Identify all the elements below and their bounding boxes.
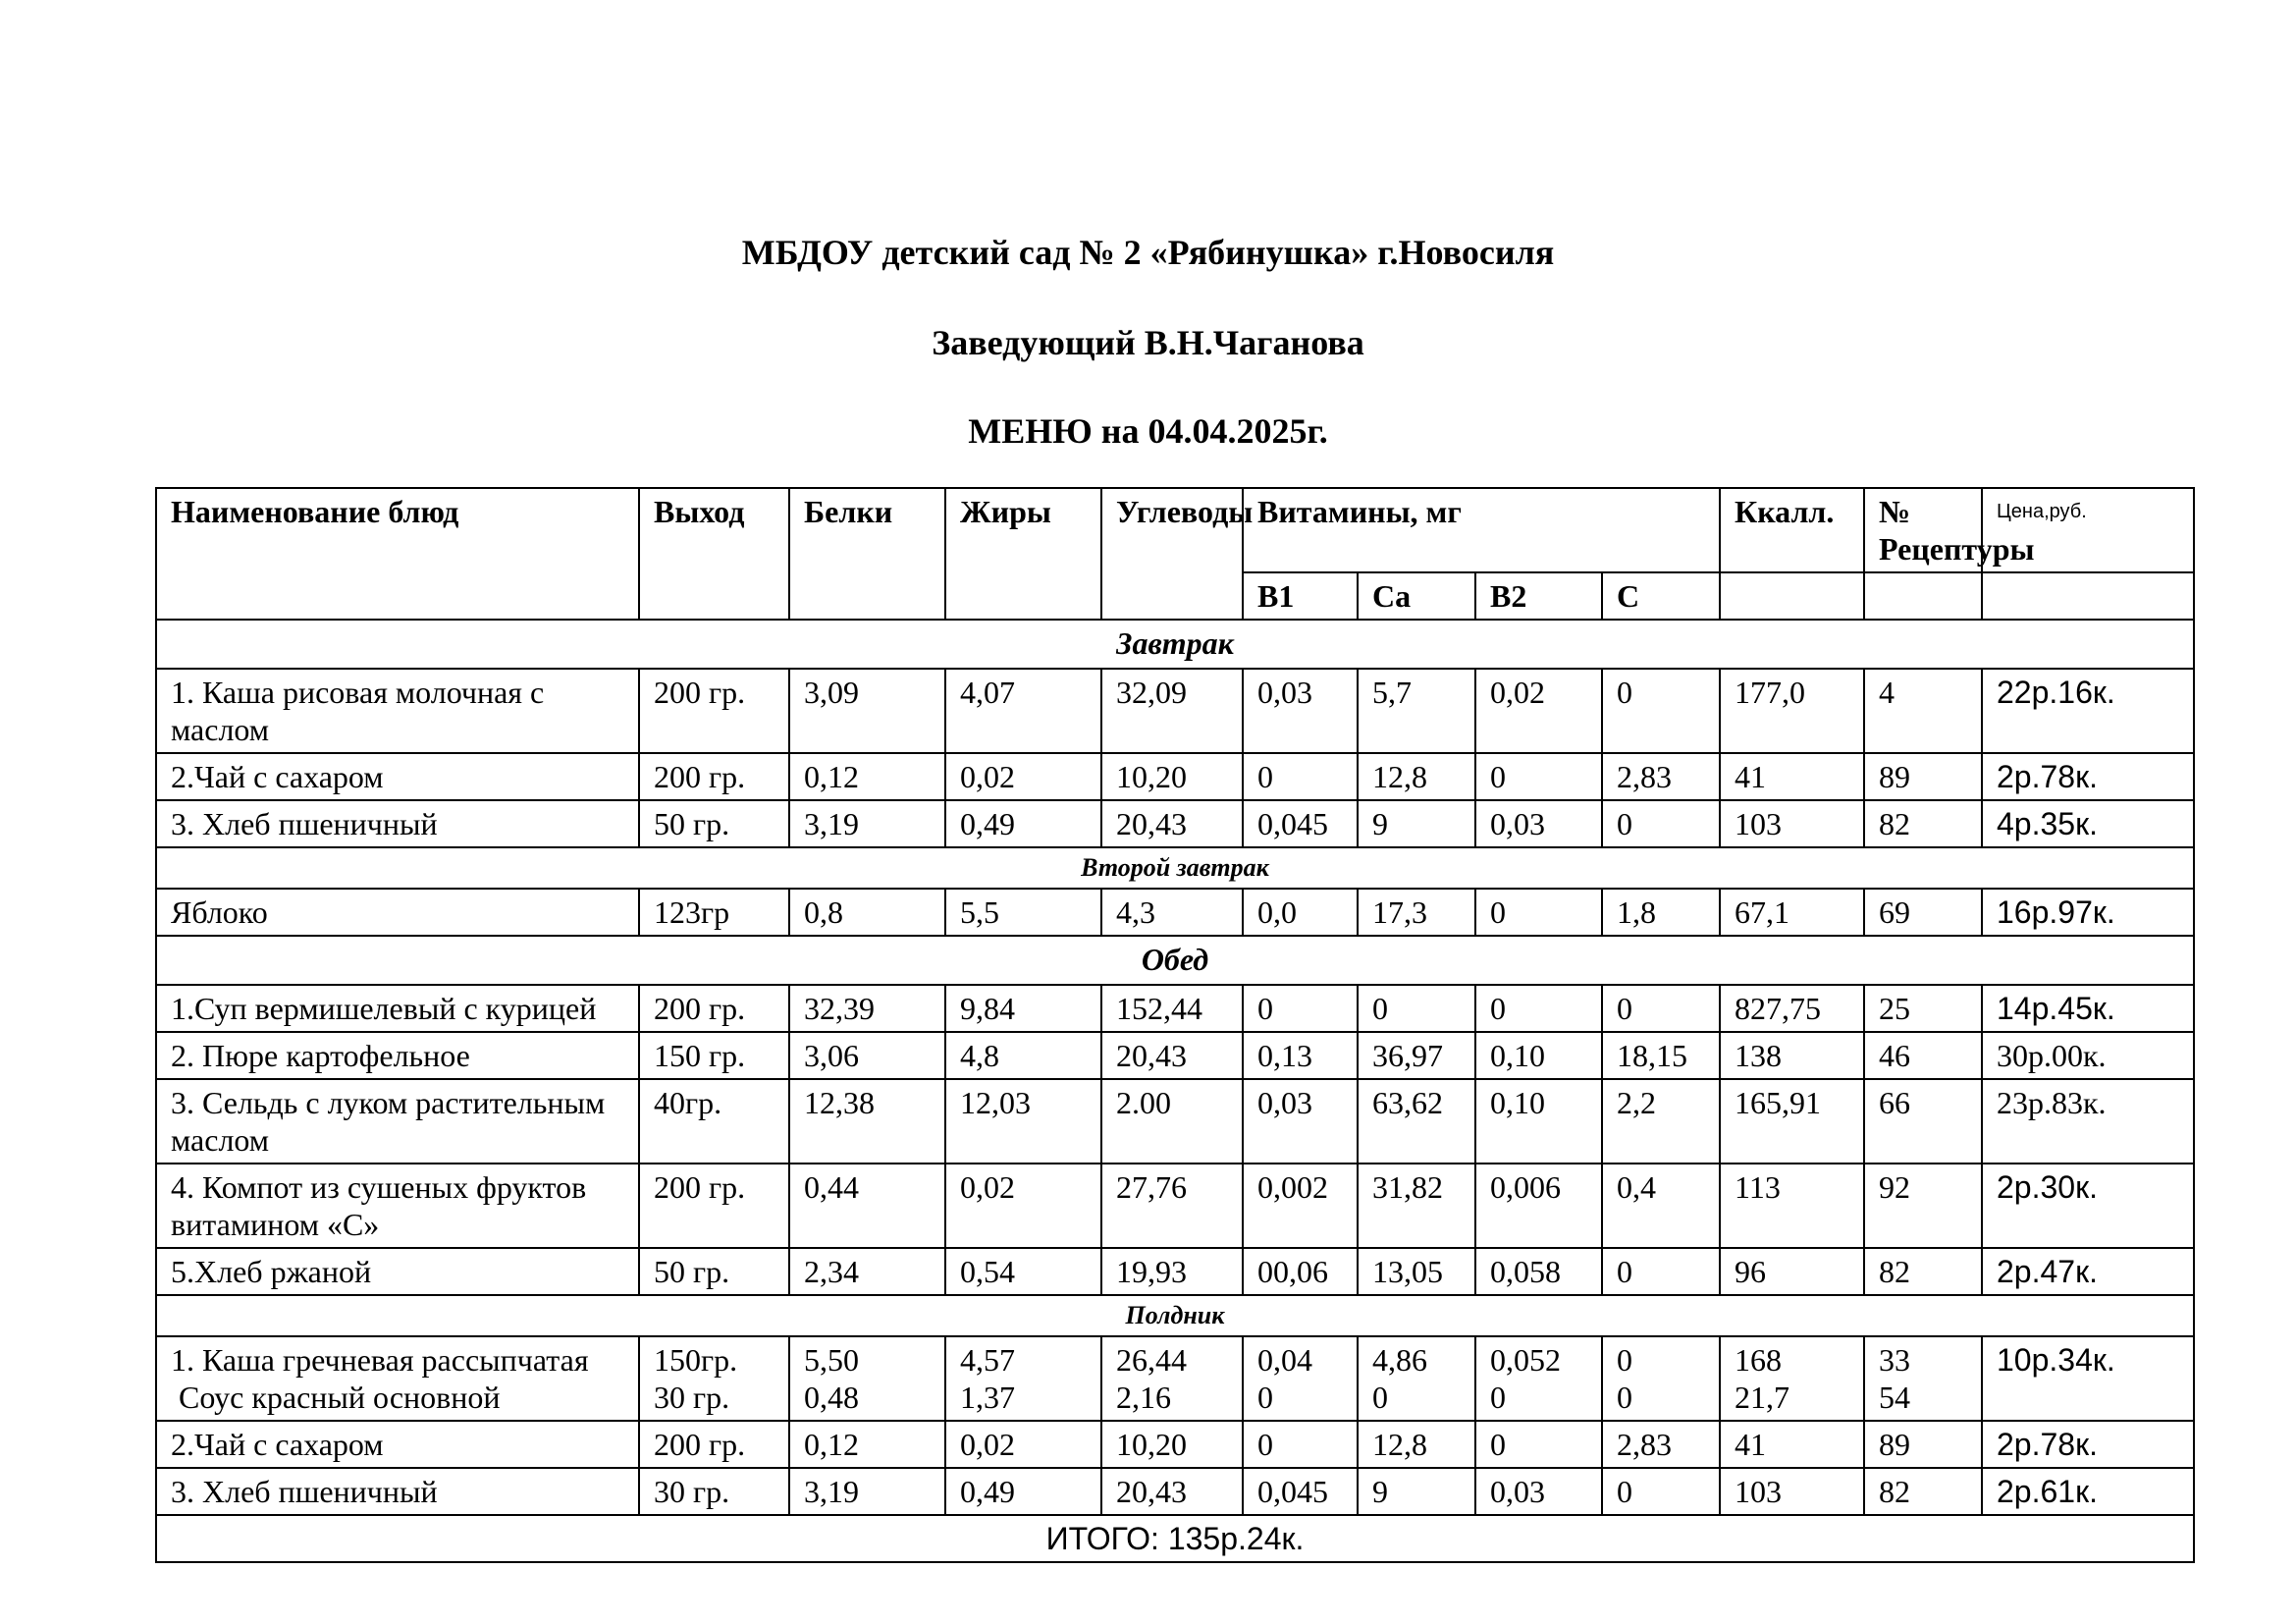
dish-row (156, 985, 2194, 1032)
cell-kcal: 177,0 (1720, 669, 1864, 753)
cell-c: 0 (1602, 985, 1720, 1032)
head-of-institution: Заведующий В.Н.Чаганова (932, 323, 1364, 362)
cell-yield: 200 гр. (639, 1164, 789, 1248)
organization-title: МБДОУ детский сад № 2 «Рябинушка» г.Новосиля (741, 233, 1555, 272)
cell-b1: 0,03 (1243, 1079, 1358, 1164)
cell-kcal: 138 (1720, 1032, 1864, 1079)
cell-ca: 0 (1358, 985, 1475, 1032)
cell-ca: 13,05 (1358, 1248, 1475, 1295)
cell-protein: 2,34 (789, 1248, 945, 1295)
cell-yield: 40гр. (639, 1079, 789, 1164)
cell-price: 2р.78к. (1982, 1421, 2194, 1468)
cell-line: 0,052 (1490, 1342, 1561, 1378)
cell-yield: 200 гр. (639, 985, 789, 1032)
section-row (156, 620, 2194, 669)
col-header-recipe: № Рецептуры (1864, 488, 1982, 572)
cell-fat: 0,02 (945, 1164, 1101, 1248)
cell-price: 22р.16к. (1982, 669, 2194, 753)
dish-row (156, 889, 2194, 936)
section-title: Обед (156, 936, 2194, 985)
cell-carbs: 20,43 (1101, 1468, 1243, 1515)
cell-b2: 0,10 (1475, 1032, 1602, 1079)
cell-fat: 4,07 (945, 669, 1101, 753)
cell-carbs: 27,76 (1101, 1164, 1243, 1248)
cell-name: 4. Компот из сушеных фруктов витамином «С» (156, 1164, 639, 1248)
cell-yield: 123гр (639, 889, 789, 936)
cell-b1: 00,06 (1243, 1248, 1358, 1295)
cell-name: 2.Чай с сахаром (156, 1421, 639, 1468)
cell-line: 21,7 (1735, 1380, 1789, 1415)
col-header-name: Наименование блюд (156, 488, 639, 620)
section-row (156, 936, 2194, 985)
cell-kcal: 113 (1720, 1164, 1864, 1248)
cell-price: 30р.00к. (1982, 1032, 2194, 1079)
cell-protein (789, 1336, 945, 1421)
cell-ca: 9 (1358, 800, 1475, 847)
cell-fat (945, 1336, 1101, 1421)
section-row (156, 1295, 2194, 1336)
cell-b2: 0 (1475, 985, 1602, 1032)
cell-c: 0 (1602, 1248, 1720, 1295)
cell-c: 2,83 (1602, 1421, 1720, 1468)
cell-fat: 0,54 (945, 1248, 1101, 1295)
subheader-empty-price (1982, 572, 2194, 620)
total-value: ИТОГО: 135р.24к. (156, 1515, 2194, 1562)
cell-name: 2.Чай с сахаром (156, 753, 639, 800)
col-header-carbs: Углеводы (1101, 488, 1243, 620)
cell-c: 0,4 (1602, 1164, 1720, 1248)
cell-b1: 0,002 (1243, 1164, 1358, 1248)
cell-yield: 200 гр. (639, 669, 789, 753)
cell-carbs: 32,09 (1101, 669, 1243, 753)
cell-recipe: 69 (1864, 889, 1982, 936)
col-header-b2: B2 (1475, 572, 1602, 620)
cell-fat: 9,84 (945, 985, 1101, 1032)
cell-recipe: 25 (1864, 985, 1982, 1032)
cell-price: 16р.97к. (1982, 889, 2194, 936)
cell-protein: 3,06 (789, 1032, 945, 1079)
cell-yield: 200 гр. (639, 753, 789, 800)
cell-line: 0 (1490, 1380, 1506, 1415)
cell-line: 4,86 (1372, 1342, 1427, 1378)
cell-kcal: 41 (1720, 753, 1864, 800)
cell-carbs: 2.00 (1101, 1079, 1243, 1164)
cell-kcal: 67,1 (1720, 889, 1864, 936)
col-header-yield: Выход (639, 488, 789, 620)
cell-ca: 63,62 (1358, 1079, 1475, 1164)
cell-c (1602, 1336, 1720, 1421)
cell-b1: 0,045 (1243, 1468, 1358, 1515)
cell-line: 168 (1735, 1342, 1782, 1378)
dish-row (156, 1421, 2194, 1468)
cell-price: 2р.61к. (1982, 1468, 2194, 1515)
cell-ca: 12,8 (1358, 1421, 1475, 1468)
cell-fat: 0,49 (945, 1468, 1101, 1515)
header-row (156, 488, 2194, 572)
cell-b1: 0,045 (1243, 800, 1358, 847)
cell-c: 0 (1602, 800, 1720, 847)
cell-line: 0,48 (804, 1380, 859, 1415)
cell-ca: 5,7 (1358, 669, 1475, 753)
cell-recipe: 82 (1864, 1248, 1982, 1295)
dish-row (156, 1079, 2194, 1164)
cell-protein: 0,44 (789, 1164, 945, 1248)
cell-ca: 9 (1358, 1468, 1475, 1515)
cell-line: 150гр. (654, 1342, 738, 1378)
col-header-price: Цена,руб. (1982, 488, 2194, 572)
cell-name: 3. Хлеб пшеничный (156, 800, 639, 847)
cell-name: 2. Пюре картофельное (156, 1032, 639, 1079)
cell-price: 2р.78к. (1982, 753, 2194, 800)
cell-name (156, 1336, 639, 1421)
cell-carbs: 152,44 (1101, 985, 1243, 1032)
cell-c: 18,15 (1602, 1032, 1720, 1079)
dish-row (156, 669, 2194, 753)
cell-recipe (1864, 1336, 1982, 1421)
cell-fat: 0,49 (945, 800, 1101, 847)
cell-c: 0 (1602, 669, 1720, 753)
cell-b2: 0,058 (1475, 1248, 1602, 1295)
col-header-protein: Белки (789, 488, 945, 620)
cell-recipe: 82 (1864, 800, 1982, 847)
cell-price: 14р.45к. (1982, 985, 2194, 1032)
cell-fat: 0,02 (945, 753, 1101, 800)
cell-b2: 0,10 (1475, 1079, 1602, 1164)
cell-kcal (1720, 1336, 1864, 1421)
cell-line: 0 (1372, 1380, 1388, 1415)
cell-price: 2р.47к. (1982, 1248, 2194, 1295)
cell-b2: 0,02 (1475, 669, 1602, 753)
cell-line: 54 (1879, 1380, 1910, 1415)
cell-protein: 0,12 (789, 1421, 945, 1468)
cell-line: 0,04 (1257, 1342, 1312, 1378)
dish-row (156, 800, 2194, 847)
cell-kcal: 103 (1720, 800, 1864, 847)
cell-yield (639, 1336, 789, 1421)
col-header-vitamins: Витамины, мг (1243, 488, 1720, 572)
cell-line: 1. Каша гречневая рассыпчатая (171, 1342, 589, 1378)
cell-recipe: 46 (1864, 1032, 1982, 1079)
section-title: Завтрак (156, 620, 2194, 669)
cell-b1: 0,13 (1243, 1032, 1358, 1079)
cell-recipe: 4 (1864, 669, 1982, 753)
dish-row (156, 1032, 2194, 1079)
cell-ca: 36,97 (1358, 1032, 1475, 1079)
cell-b1: 0 (1243, 1421, 1358, 1468)
cell-line: 4,57 (960, 1342, 1015, 1378)
cell-yield: 30 гр. (639, 1468, 789, 1515)
cell-line: 0 (1257, 1380, 1273, 1415)
cell-line: 26,44 (1116, 1342, 1187, 1378)
cell-name: 5.Хлеб ржаной (156, 1248, 639, 1295)
cell-line: 33 (1879, 1342, 1910, 1378)
cell-protein: 3,19 (789, 800, 945, 847)
cell-c: 2,2 (1602, 1079, 1720, 1164)
cell-recipe: 89 (1864, 1421, 1982, 1468)
cell-line: 1,37 (960, 1380, 1015, 1415)
cell-b1: 0,03 (1243, 669, 1358, 753)
cell-recipe: 89 (1864, 753, 1982, 800)
cell-ca: 31,82 (1358, 1164, 1475, 1248)
cell-b2: 0,03 (1475, 1468, 1602, 1515)
cell-b2: 0,03 (1475, 800, 1602, 847)
col-header-ca: Ca (1358, 572, 1475, 620)
cell-b2: 0 (1475, 889, 1602, 936)
cell-b2: 0,006 (1475, 1164, 1602, 1248)
cell-carbs: 19,93 (1101, 1248, 1243, 1295)
cell-fat: 4,8 (945, 1032, 1101, 1079)
cell-price: 10р.34к. (1982, 1336, 2194, 1421)
col-header-kcal: Ккалл. (1720, 488, 1864, 572)
dish-row (156, 753, 2194, 800)
cell-ca (1358, 1336, 1475, 1421)
cell-line: Соус красный основной (171, 1380, 501, 1415)
section-row (156, 847, 2194, 889)
cell-protein: 0,12 (789, 753, 945, 800)
cell-name: 1. Каша рисовая молочная с маслом (156, 669, 639, 753)
cell-c: 2,83 (1602, 753, 1720, 800)
cell-fat: 12,03 (945, 1079, 1101, 1164)
cell-kcal: 165,91 (1720, 1079, 1864, 1164)
dish-row (156, 1468, 2194, 1515)
cell-recipe: 66 (1864, 1079, 1982, 1164)
cell-line: 0 (1617, 1380, 1632, 1415)
cell-b1: 0,0 (1243, 889, 1358, 936)
cell-carbs: 20,43 (1101, 800, 1243, 847)
cell-recipe: 82 (1864, 1468, 1982, 1515)
cell-fat: 0,02 (945, 1421, 1101, 1468)
cell-kcal: 96 (1720, 1248, 1864, 1295)
cell-name: 3. Хлеб пшеничный (156, 1468, 639, 1515)
cell-yield: 150 гр. (639, 1032, 789, 1079)
cell-name: 1.Суп вермишелевый с курицей (156, 985, 639, 1032)
cell-b1: 0 (1243, 985, 1358, 1032)
cell-name: 3. Сельдь с луком растительным маслом (156, 1079, 639, 1164)
cell-ca: 12,8 (1358, 753, 1475, 800)
cell-protein: 3,19 (789, 1468, 945, 1515)
cell-c: 1,8 (1602, 889, 1720, 936)
subheader-empty-recipe (1864, 572, 1982, 620)
menu-table (155, 487, 2195, 1563)
cell-carbs: 10,20 (1101, 1421, 1243, 1468)
cell-protein: 32,39 (789, 985, 945, 1032)
cell-b1 (1243, 1336, 1358, 1421)
subheader-empty-kcal (1720, 572, 1864, 620)
cell-c: 0 (1602, 1468, 1720, 1515)
section-title: Полдник (156, 1295, 2194, 1336)
cell-yield: 50 гр. (639, 1248, 789, 1295)
cell-line: 5,50 (804, 1342, 859, 1378)
cell-protein: 12,38 (789, 1079, 945, 1164)
col-header-fat: Жиры (945, 488, 1101, 620)
total-row (156, 1515, 2194, 1562)
cell-ca: 17,3 (1358, 889, 1475, 936)
col-header-c: C (1602, 572, 1720, 620)
cell-b2 (1475, 1336, 1602, 1421)
dish-row-combined (156, 1336, 2194, 1421)
cell-fat: 5,5 (945, 889, 1101, 936)
cell-protein: 3,09 (789, 669, 945, 753)
section-title: Второй завтрак (156, 847, 2194, 889)
cell-recipe: 92 (1864, 1164, 1982, 1248)
cell-carbs: 20,43 (1101, 1032, 1243, 1079)
cell-yield: 200 гр. (639, 1421, 789, 1468)
cell-line: 0 (1617, 1342, 1632, 1378)
cell-b1: 0 (1243, 753, 1358, 800)
cell-b2: 0 (1475, 753, 1602, 800)
cell-carbs: 10,20 (1101, 753, 1243, 800)
cell-line: 30 гр. (654, 1380, 730, 1415)
cell-carbs (1101, 1336, 1243, 1421)
cell-price: 4р.35к. (1982, 800, 2194, 847)
cell-b2: 0 (1475, 1421, 1602, 1468)
dish-row (156, 1164, 2194, 1248)
cell-kcal: 827,75 (1720, 985, 1864, 1032)
menu-title: МЕНЮ на 04.04.2025г. (968, 411, 1328, 451)
cell-kcal: 103 (1720, 1468, 1864, 1515)
cell-name: Яблоко (156, 889, 639, 936)
cell-protein: 0,8 (789, 889, 945, 936)
cell-carbs: 4,3 (1101, 889, 1243, 936)
cell-yield: 50 гр. (639, 800, 789, 847)
dish-row (156, 1248, 2194, 1295)
cell-kcal: 41 (1720, 1421, 1864, 1468)
cell-price: 23р.83к. (1982, 1079, 2194, 1164)
cell-line: 2,16 (1116, 1380, 1171, 1415)
col-header-b1: B1 (1243, 572, 1358, 620)
cell-price: 2р.30к. (1982, 1164, 2194, 1248)
